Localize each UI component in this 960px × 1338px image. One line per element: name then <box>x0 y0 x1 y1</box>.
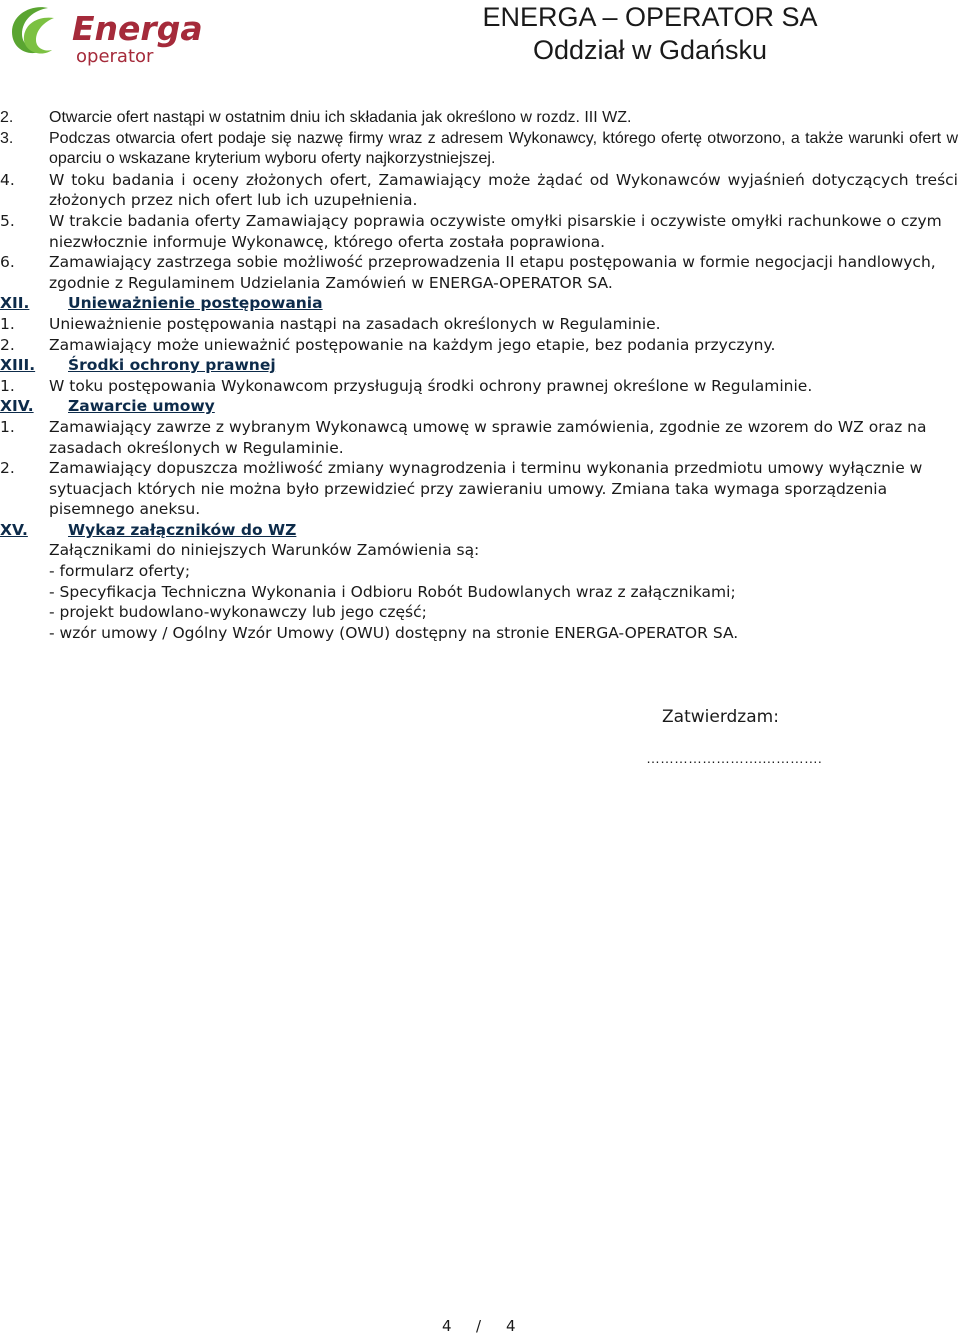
item-text: Otwarcie ofert nastąpi w ostatnim dniu ich składania jak określono w rozdz. III WZ. <box>49 109 632 126</box>
attachment-item: - Specyfikacja Techniczna Wykonania i Odbioru Robót Budowlanych wraz z załącznikami; <box>49 582 736 601</box>
page-total: 4 <box>506 1317 516 1335</box>
section-title: Środki ochrony prawnej <box>68 356 276 375</box>
energa-logo <box>4 2 204 68</box>
company-branch: Oddział w Gdańsku <box>532 35 768 65</box>
section-number: XII. <box>0 294 30 313</box>
list-item <box>0 211 960 252</box>
signature-line: …………………….…………. <box>646 750 822 766</box>
section-number: XIII. <box>0 356 36 375</box>
section-heading-xiv <box>0 396 960 417</box>
item-number: 5. <box>0 211 15 230</box>
section-heading-xii <box>0 293 960 314</box>
document-body <box>0 108 960 643</box>
item-number: 1. <box>0 314 15 333</box>
attachment-item: - projekt budowlano-wykonawczy lub jego część; <box>49 603 427 622</box>
page-number: 4 <box>442 1317 452 1335</box>
list-item <box>0 129 960 170</box>
item-text: Zamawiający zastrzega sobie możliwość przeprowadzenia II etapu postępowania w formie negocjacji handlowych, zgodnie z Regulaminem Udzielania Zamówień w ENERGA-OPERATOR SA. <box>49 253 936 292</box>
section-heading-xv <box>0 520 960 541</box>
logo-sub: operator <box>76 46 154 67</box>
item-text: Zamawiający może unieważnić postępowanie na każdym jego etapie, bez podania przyczyny. <box>49 335 776 354</box>
item-text: Unieważnienie postępowania nastąpi na zasadach określonych w Regulaminie. <box>49 314 661 333</box>
item-text: Zamawiający zawrze z wybranym Wykonawcą umowę w sprawie zamówienia, zgodnie ze wzorem do WZ oraz na zasadach określonych w Regulaminie. <box>49 417 927 457</box>
item-number: 2. <box>0 109 14 126</box>
item-text: W toku badania i oceny złożonych ofert, Zamawiający może żądać od Wykonawców wyjaśnień dotyczących treści złożonych przez nich ofert lub ich uzupełnienia. <box>49 170 958 210</box>
item-text: Zamawiający dopuszcza możliwość zmiany wynagrodzenia i terminu wykonania przedmiotu umowy wyłącznie w sytuacjach których nie można było przewidzieć przy zawieraniu umowy. Zmiana taka wymaga sporządzenia pisemnego aneksu. <box>49 459 923 519</box>
item-number: 1. <box>0 376 15 395</box>
item-text: W trakcie badania oferty Zamawiający poprawia oczywiste omyłki pisarskie i oczywiste omyłki rachunkowe o czym niezwłocznie informuje Wykonawcę, którego oferta została poprawiona. <box>49 211 942 251</box>
list-item <box>0 252 960 293</box>
list-item <box>0 170 960 211</box>
list-item <box>0 108 960 129</box>
item-number: 2. <box>0 459 15 478</box>
page-separator: / <box>476 1317 482 1335</box>
section-heading-xiii <box>0 355 960 376</box>
section-number: XV. <box>0 520 28 539</box>
energa-logo-icon <box>4 2 204 68</box>
item-number: 4. <box>0 170 15 189</box>
item-text: W toku postępowania Wykonawcom przysługują środki ochrony prawnej określone w Regulaminie. <box>49 376 813 395</box>
item-number: 6. <box>0 253 15 272</box>
company-name: ENERGA – OPERATOR SA <box>482 2 818 32</box>
attachment-item: - wzór umowy / Ogólny Wzór Umowy (OWU) dostępny na stronie ENERGA-OPERATOR SA. <box>49 623 739 642</box>
item-number: 2. <box>0 335 15 354</box>
section-title: Unieważnienie postępowania <box>68 294 323 313</box>
item-number: 1. <box>0 417 15 436</box>
approval-label: Zatwierdzam: <box>662 707 779 727</box>
list-item <box>0 376 960 397</box>
section-title: Zawarcie umowy <box>68 397 215 416</box>
attachments-intro: Załącznikami do niniejszych Warunków Zamówienia są: <box>49 541 480 560</box>
list-item <box>0 314 960 335</box>
section-title: Wykaz załączników do WZ <box>68 520 297 539</box>
list-item <box>0 417 960 458</box>
attachment-item: - formularz oferty; <box>49 562 191 581</box>
item-number: 3. <box>0 129 14 147</box>
list-item <box>0 335 960 356</box>
item-text: Podczas otwarcia ofert podaje się nazwę firmy wraz z adresem Wykonawcy, którego ofertę otworzono, a także warunki ofert w oparciu o wskazane kryterium wyboru oferty najkorzystniejszej. <box>49 129 958 168</box>
section-number: XIV. <box>0 397 34 416</box>
logo-word: Energa <box>72 9 203 48</box>
list-item <box>0 458 960 520</box>
